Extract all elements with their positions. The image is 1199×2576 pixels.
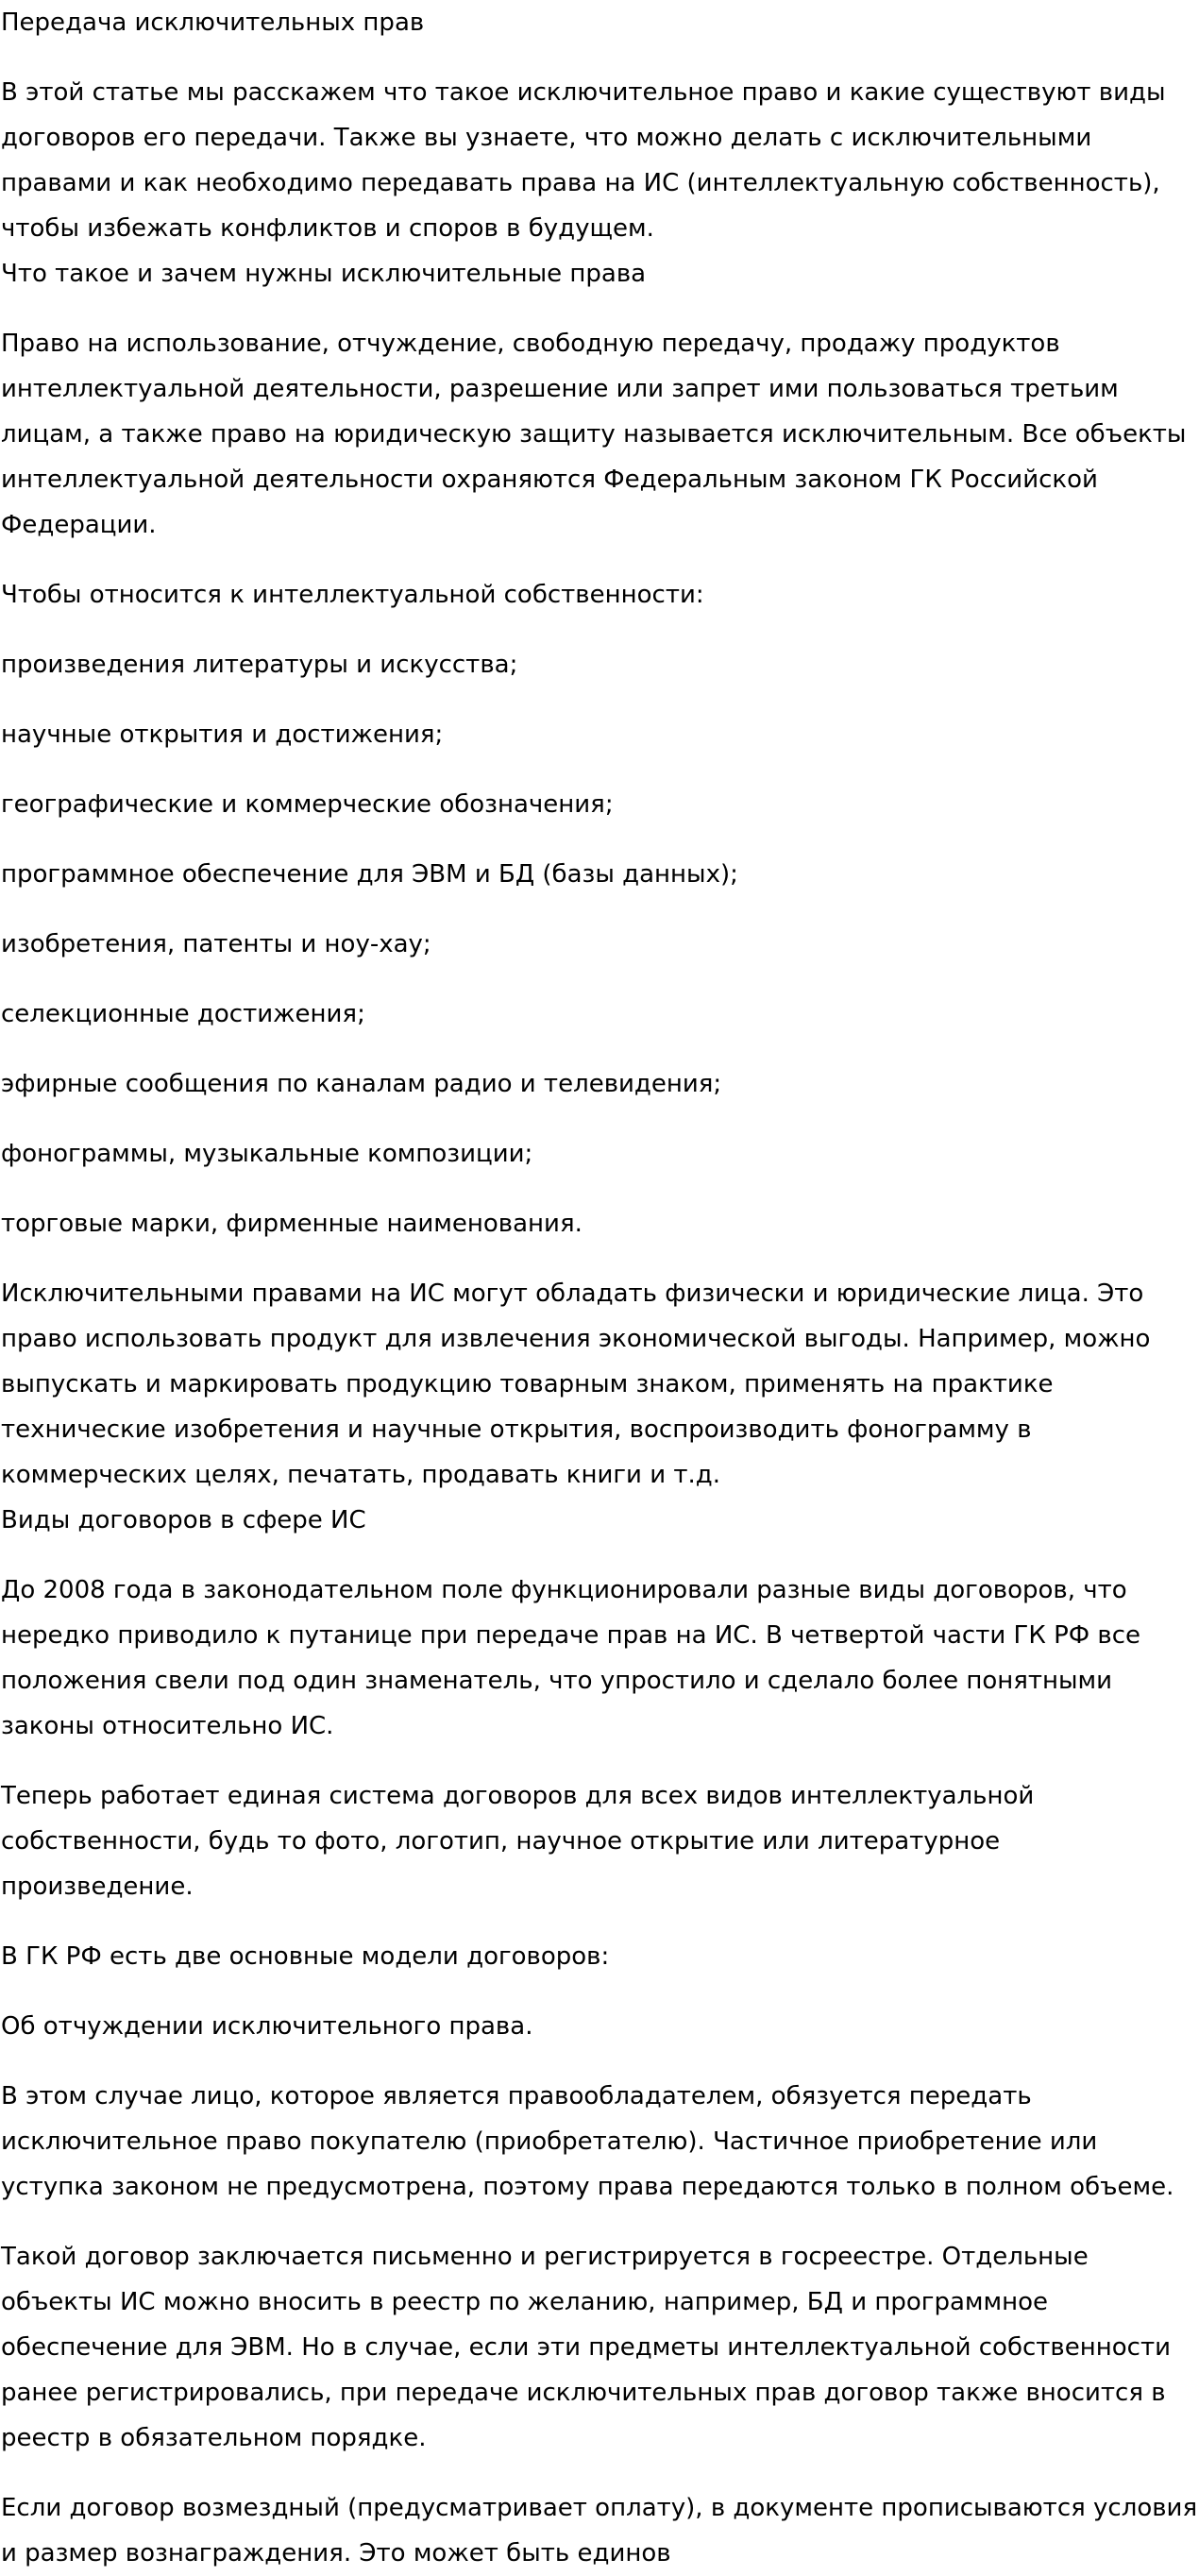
document-body: [1, 70, 1198, 2576]
list-item: произведения литературы и искусства;: [1, 651, 518, 679]
paragraph-intro: В этой статье мы расскажем что такое исключительное право и какие существуют виды договоров его передачи. Также вы узнаете, что можно делать с исключительными правами и как необходимо передавать права на ИС (интеллектуальную собственность), чтобы избежать конфликтов и споров в будущем.: [1, 78, 1166, 243]
list-item: торговые марки, фирменные наименования.: [1, 1210, 583, 1238]
section-heading: Виды договоров в сфере ИС: [1, 1506, 366, 1534]
list-item: изобретения, патенты и ноу-хау;: [1, 930, 431, 958]
paragraph: Исключительными правами на ИС могут обладать физически и юридические лица. Это право использовать продукт для извлечения экономической выгоды. Например, можно выпускать и маркировать продукцию товарным знаком, применять на практике технические изобретения и научные открытия, воспроизводить фонограмму в коммерческих целях, печатать, продавать книги и т.д.: [1, 1280, 1151, 1489]
document: [1, 0, 1198, 2576]
document-title: Передача исключительных прав: [1, 8, 425, 37]
list-item: фонограммы, музыкальные композиции;: [1, 1140, 533, 1168]
list-item: эфирные сообщения по каналам радио и телевидения;: [1, 1070, 722, 1098]
paragraph: В ГК РФ есть две основные модели договоров:: [1, 1942, 610, 1971]
paragraph: До 2008 года в законодательном поле функционировали разные виды договоров, что нередко приводило к путанице при передаче прав на ИС. В четвертой части ГК РФ все положения свели под один знаменатель, что упростило и сделало более понятными законы относительно ИС.: [1, 1576, 1141, 1740]
paragraph: Такой договор заключается письменно и регистрируется в госреестре. Отдельные объекты ИС можно вносить в реестр по желанию, например, БД и программное обеспечение для ЭВМ. Но в случае, если эти предметы интеллектуальной собственности ранее регистрировались, при передаче исключительных прав договор также вносится в реестр в обязательном порядке.: [1, 2243, 1171, 2452]
list-item: научные открытия и достижения;: [1, 720, 444, 749]
list-item: географические и коммерческие обозначения;: [1, 790, 614, 819]
paragraph: Теперь работает единая система договоров для всех видов интеллектуальной собственности, будь то фото, логотип, научное открытие или литературное произведение.: [1, 1782, 1035, 1901]
list-item: селекционные достижения;: [1, 1000, 365, 1028]
section-heading: Что такое и зачем нужны исключительные права: [1, 260, 647, 288]
paragraph: Чтобы относится к интеллектуальной собственности:: [1, 581, 704, 609]
list-item: программное обеспечение для ЭВМ и БД (базы данных);: [1, 860, 738, 889]
paragraph: Если договор возмездный (предусматривает оплату), в документе прописываются условия и размер вознаграждения. Это может быть единов: [1, 2494, 1198, 2568]
paragraph: Право на использование, отчуждение, свободную передачу, продажу продуктов интеллектуальной деятельности, разрешение или запрет ими пользоваться третьим лицам, а также право на юридическую защиту называется исключительным. Все объекты интеллектуальной деятельности охраняются Федеральным законом ГК Российской Федерации.: [1, 330, 1187, 539]
paragraph: Об отчуждении исключительного права.: [1, 2012, 533, 2041]
paragraph: В этом случае лицо, которое является правообладателем, обязуется передать исключительное право покупателю (приобретателю). Частичное приобретение или уступка законом не предусмотрена, поэтому права передаются только в полном объеме.: [1, 2082, 1174, 2201]
